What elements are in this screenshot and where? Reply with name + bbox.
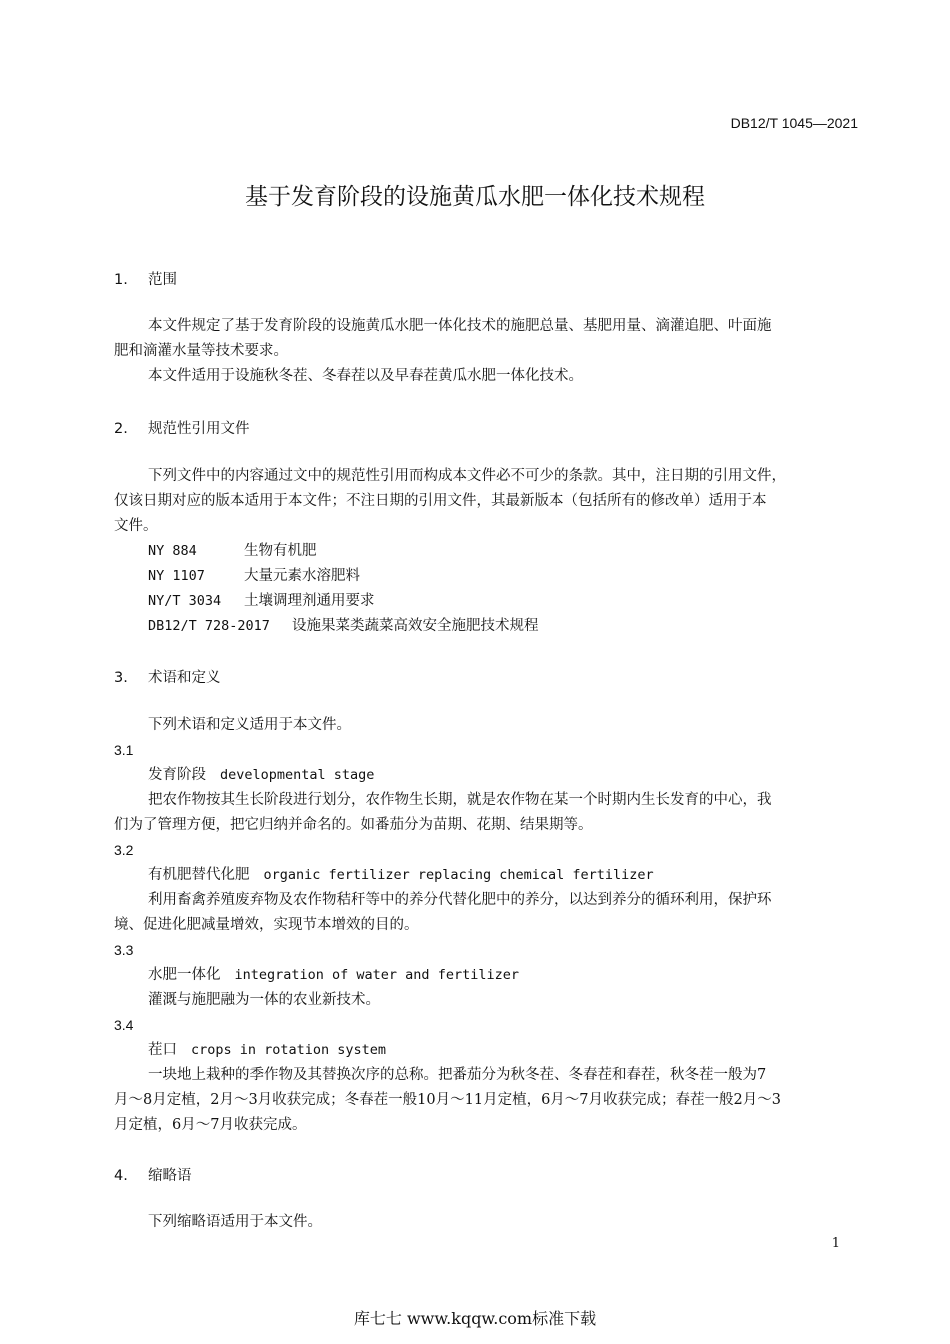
definition-line: 境、促进化肥减量增效，实现节本增效的目的。 <box>114 917 419 933</box>
term-heading <box>114 1038 781 1063</box>
term-cn: 发育阶段 <box>148 767 206 783</box>
section-3-heading <box>114 666 221 687</box>
term-heading <box>114 863 781 888</box>
standard-code: DB12/T 1045—2021 <box>730 115 858 131</box>
section-title: 术语和定义 <box>148 670 221 686</box>
section-number: 2. <box>114 421 128 437</box>
term-cn: 水肥一体化 <box>148 967 221 983</box>
document-title: 基于发育阶段的设施黄瓜水肥一体化技术规程 <box>245 184 705 210</box>
paragraph-line: 肥和滴灌水量等技术要求。 <box>114 343 288 359</box>
reference-code: DB12/T 728-2017 <box>148 618 270 634</box>
reference-name: 土壤调理剂通用要求 <box>244 593 375 609</box>
footer-watermark: 库七七 www.kqqw.com标准下载 <box>353 1309 597 1328</box>
term-en: organic fertilizer replacing chemical fertilizer <box>263 867 654 883</box>
section-4-heading <box>114 1164 192 1185</box>
paragraph-line: 下列文件中的内容通过文中的规范性引用而构成本文件必不可少的条款。其中，注日期的引用文件， <box>148 468 786 484</box>
term-en: developmental stage <box>220 767 375 783</box>
section-1-heading <box>114 268 177 289</box>
reference-code: NY 884 <box>148 543 197 559</box>
section-1-body <box>114 314 772 389</box>
definition-line: 把农作物按其生长阶段进行划分，农作物生长期，就是农作物在某一个时期内生长发育的中心，我 <box>148 792 772 808</box>
section-number: 3. <box>114 670 128 686</box>
term-en: crops in rotation system <box>191 1042 387 1058</box>
definition-line: 利用畜禽养殖废弃物及农作物秸秆等中的养分代替化肥中的养分，以达到养分的循环利用，保护环 <box>148 892 772 908</box>
term-heading <box>114 963 781 988</box>
section-2-body <box>114 464 786 639</box>
reference-item <box>114 539 786 564</box>
section-title: 缩略语 <box>148 1168 192 1184</box>
section-2-heading <box>114 417 250 438</box>
term-cn: 茬口 <box>148 1042 177 1058</box>
paragraph-line: 仅该日期对应的版本适用于本文件；不注日期的引用文件，其最新版本（包括所有的修改单）适用于本 <box>114 493 767 509</box>
term-number: 3.4 <box>114 1017 134 1033</box>
term-number: 3.1 <box>114 742 134 758</box>
reference-item <box>114 589 786 614</box>
definition-line: 一块地上栽种的季作物及其替换次序的总称。把番茄分为秋冬茬、冬春茬和春茬，秋冬茬一般为7 <box>148 1067 767 1083</box>
term-number: 3.2 <box>114 842 134 858</box>
paragraph-line: 本文件规定了基于发育阶段的设施黄瓜水肥一体化技术的施肥总量、基肥用量、滴灌追肥、叶面施 <box>148 318 772 334</box>
term-heading <box>114 763 781 788</box>
paragraph-line: 文件。 <box>114 518 158 534</box>
paragraph-line: 本文件适用于设施秋冬茬、冬春茬以及早春茬黄瓜水肥一体化技术。 <box>148 368 583 384</box>
section-title: 规范性引用文件 <box>148 421 250 437</box>
definition-line: 们为了管理方便，把它归纳并命名的。如番茄分为苗期、花期、结果期等。 <box>114 817 593 833</box>
term-cn: 有机肥替代化肥 <box>148 867 250 883</box>
reference-item <box>114 564 786 589</box>
reference-name: 大量元素水溶肥料 <box>244 568 360 584</box>
reference-code: NY/T 3034 <box>148 593 222 609</box>
term-en: integration of water and fertilizer <box>234 967 519 983</box>
definition-line: 月定植，6月～7月收获完成。 <box>114 1117 307 1133</box>
section-number: 1. <box>114 272 128 288</box>
section-number: 4. <box>114 1168 128 1184</box>
paragraph-line: 下列缩略语适用于本文件。 <box>148 1214 322 1230</box>
term-number: 3.3 <box>114 942 134 958</box>
reference-item <box>114 614 786 639</box>
reference-code: NY 1107 <box>148 568 205 584</box>
page-number: 1 <box>831 1236 840 1251</box>
section-title: 范围 <box>148 272 177 288</box>
reference-name: 设施果菜类蔬菜高效安全施肥技术规程 <box>292 618 539 634</box>
definition-line: 灌溉与施肥融为一体的农业新技术。 <box>148 992 380 1008</box>
definition-line: 月～8月定植，2月～3月收获完成；冬春茬一般10月～11月定植，6月～7月收获完成；春茬一般2月～3 <box>114 1092 781 1108</box>
section-4-body <box>114 1210 322 1235</box>
section-3-body <box>114 713 781 1138</box>
reference-name: 生物有机肥 <box>244 543 317 559</box>
paragraph-line: 下列术语和定义适用于本文件。 <box>148 717 351 733</box>
